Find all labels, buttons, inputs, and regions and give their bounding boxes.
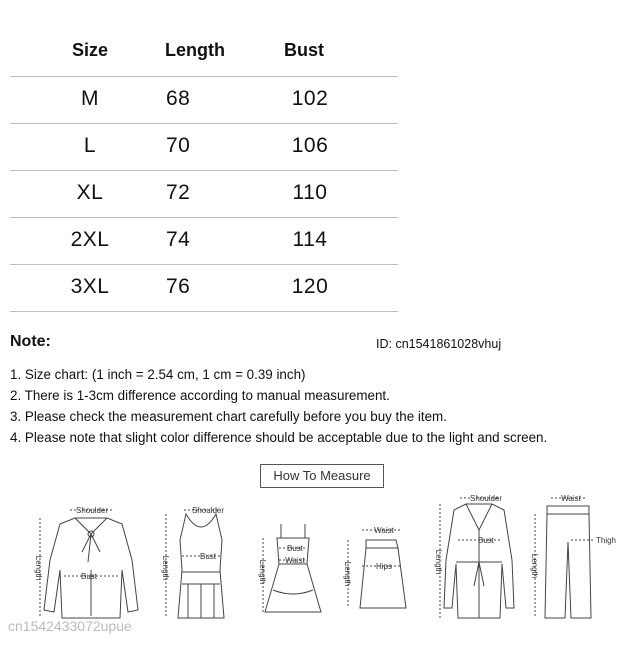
cell-bust: 114 [292,228,328,251]
header-size: Size [71,40,109,60]
table-row [10,77,398,124]
bust-label: Bust [199,552,217,561]
cell-size: L [83,134,97,157]
cell-length: 74 [166,228,191,251]
thigh-label: Thigh [595,536,617,545]
list-item: 3. Please check the measurement chart carefully before you buy the item. [10,409,447,424]
length-label: Length [161,555,170,581]
list-item: 4. Please note that slight color difference should be acceptable due to the light and screen. [10,430,548,445]
blouse-diagram [30,500,150,625]
cell-length: 76 [166,275,191,298]
waist-label: Waist [374,526,394,535]
shoulder-label: Shoulder [191,506,225,515]
note-list [10,364,547,448]
waist-label: Waist [285,556,305,565]
cell-size: M [81,87,99,110]
table-row [10,124,398,171]
bust-label: Bust [80,572,98,581]
waist-label: Waist [561,494,581,503]
cell-size: XL [76,181,104,204]
pants-diagram [527,488,619,625]
hips-label: Hips [375,562,393,571]
dress-diagram [255,520,330,625]
cell-bust: 102 [291,87,329,110]
how-to-measure-title: How To Measure [260,464,384,488]
size-table-header [10,28,398,77]
cell-length: 68 [166,87,191,110]
cell-size: 2XL [70,228,110,251]
tank-top-diagram [158,500,238,625]
length-label: Length [258,559,267,585]
coat-diagram [430,490,520,625]
length-label: Length [434,549,443,575]
cell-bust: 106 [291,134,329,157]
shoulder-label: Shoulder [469,494,503,503]
bust-label: Bust [286,544,304,553]
length-label: Length [530,553,539,579]
header-bust: Bust [284,40,324,60]
bust-label: Bust [477,536,495,545]
table-row [10,218,398,265]
list-item: 2. There is 1-3cm difference according to manual measurement. [10,388,390,403]
cell-length: 70 [166,134,191,157]
skirt-diagram [340,520,415,615]
cell-bust: 120 [291,275,329,298]
cell-size: 3XL [70,275,110,298]
table-row [10,171,398,218]
watermark: cn1542433072upue [8,618,132,634]
size-table [10,28,398,312]
list-item: 1. Size chart: (1 inch = 2.54 cm, 1 cm = 0.39 inch) [10,367,306,382]
note-title: Note: [10,333,51,350]
table-row [10,265,398,312]
cell-length: 72 [166,181,191,204]
shoulder-label: Shoulder [75,506,109,515]
length-label: Length [343,561,352,587]
cell-bust: 110 [292,181,328,204]
product-id: ID: cn1541861028vhuj [376,337,502,351]
header-length: Length [165,40,225,60]
length-label: Length [34,555,43,581]
